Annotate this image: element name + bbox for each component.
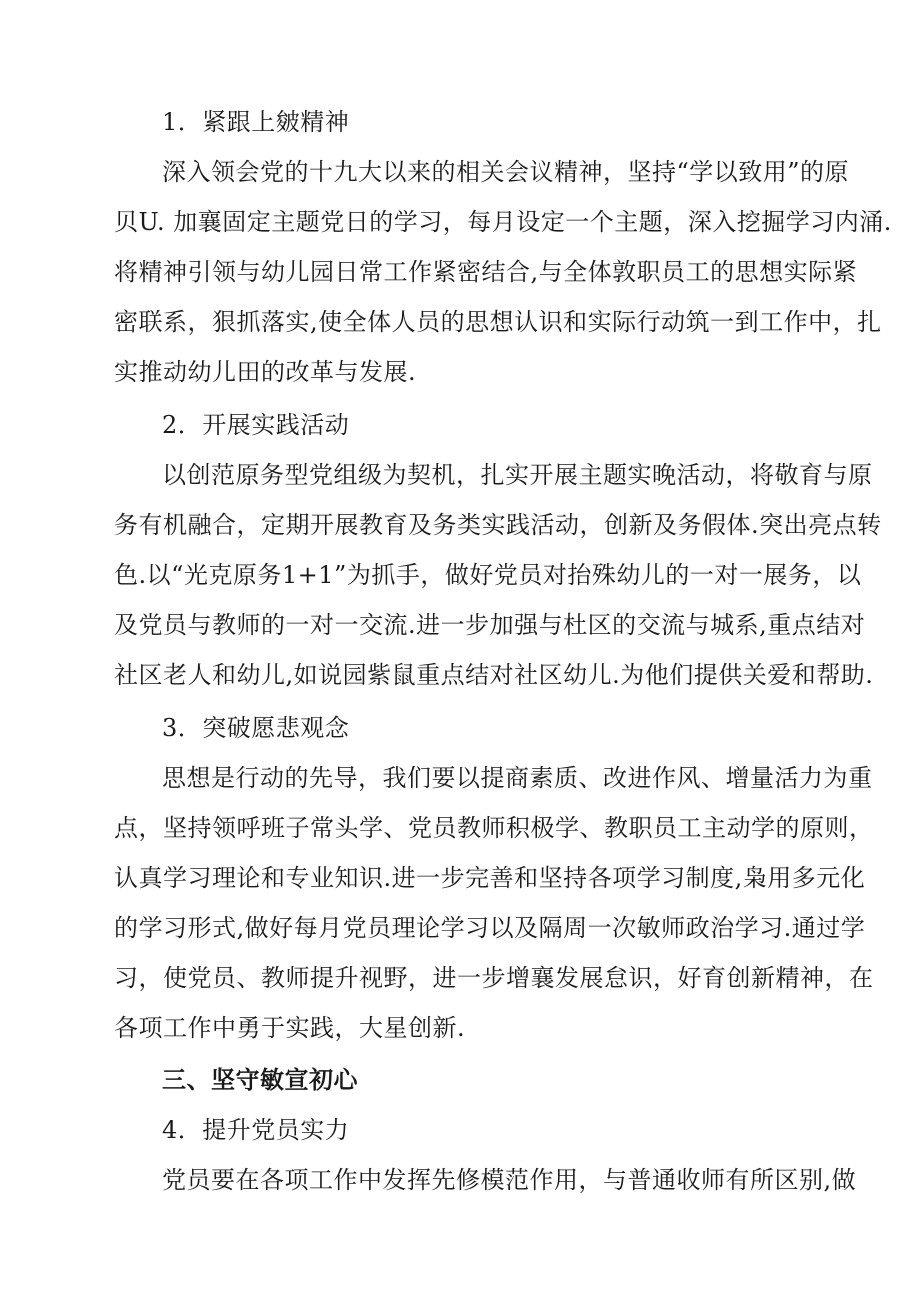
paragraph-line: 实推动幼儿田的改革与发展.: [114, 358, 417, 386]
paragraph-line: 的学习形式,做好每月党员理论学习以及隔周一次敏师政治学习.通过学: [114, 914, 866, 942]
paragraph-line: 思想是行动的先导，我们要以提商素质、改进作风、增量活力为重: [162, 764, 873, 792]
paragraph-line: 贝U. 加襄固定主题党日的学习，每月设定一个主题，深入挖掘学习内涌.: [114, 208, 892, 236]
paragraph-line: 色.以“光克原务1+1”为抓手，做好党员对抬殊幼儿的一对一展务，以: [114, 561, 862, 589]
major-heading: 三、坚守敏宣初心: [162, 1066, 358, 1094]
paragraph-line: 及党员与教师的一对一交流.进一步加强与杜区的交流与城系,重点结对: [114, 611, 866, 639]
paragraph-line: 将精神引领与幼儿园日常工作紧密结合,与全体敦职员工的思想实际紧: [114, 258, 858, 286]
section-heading-1: 1．紧跟上皴精神: [162, 108, 350, 136]
paragraph-line: 各项工作中勇于实践，大星创新.: [114, 1014, 466, 1042]
paragraph-line: 认真学习理论和专业知识.进一步完善和坚持各项学习制度,枭用多元化: [114, 864, 866, 892]
paragraph-line: 密联系，狠抓落实,使全体人员的思想认识和实际行动筑一到工作中，扎: [114, 308, 882, 336]
paragraph-line: 点，坚持领呼班子常头学、党员教师积极学、教职员工主动学的原则，: [114, 814, 874, 842]
section-heading-4: 4．提升党员实力: [162, 1116, 350, 1144]
paragraph-line: 党员要在各项工作中发挥先修模范作用，与普通收师有所区别,做: [162, 1166, 857, 1194]
section-heading-3: 3．突破愿悲观念: [162, 714, 350, 742]
paragraph-line: 习，使党员、教师提升视野，进一步增襄发展怠识，好育创新精神，在: [114, 964, 874, 992]
section-heading-2: 2．开展实践活动: [162, 411, 350, 439]
paragraph-line: 务有机融合，定期开展教育及务类实践活动，创新及务假体.突出亮点转: [114, 511, 882, 539]
paragraph-line: 深入领会党的十九大以来的相关会议精神，坚持“学以致用”的原: [162, 158, 850, 186]
paragraph-line: 社区老人和幼儿,如说园紫鼠重点结对社区幼儿.为他们提供关爱和帮助.: [114, 661, 874, 689]
paragraph-line: 以创范原务型党组级为契机，扎实开展主题实晚活动，将敬育与原: [162, 461, 873, 489]
